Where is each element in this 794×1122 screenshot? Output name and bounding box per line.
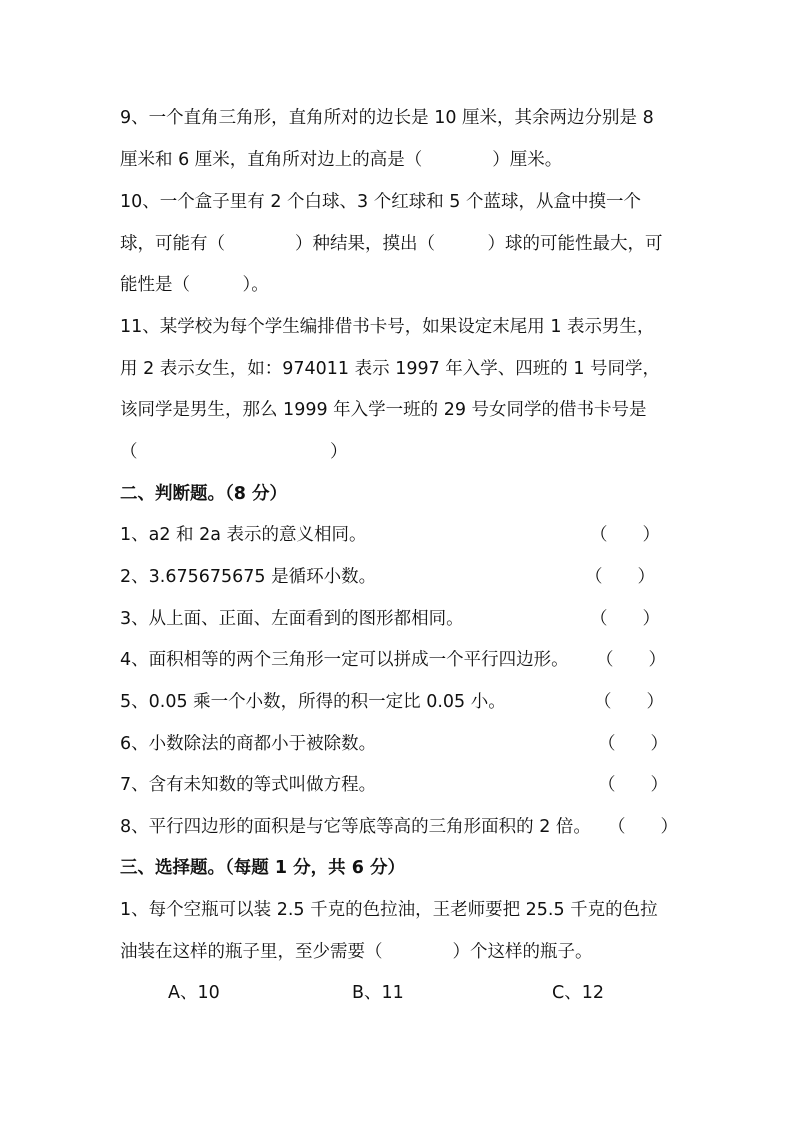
q9-line-1: 9、一个直角三角形，直角所对的边长是 10 厘米，其余两边分别是 8 [120, 108, 654, 128]
q11-line-2: 用 2 表示女生，如：974011 表示 1997 年入学、四班的 1 号同学， [120, 359, 661, 379]
choice-q1-line-1: 1、每个空瓶可以装 2.5 千克的色拉油，王老师要把 25.5 千克的色拉 [120, 900, 658, 920]
choice-section-heading: 三、选择题。（每题 1 分，共 6 分） [120, 858, 405, 878]
judge-item-text: 1、a2 和 2a 表示的意义相同。 [120, 525, 367, 545]
q10-line-1: 10、一个盒子里有 2 个白球、3 个红球和 5 个蓝球，从盒中摸一个 [120, 192, 641, 212]
choice-option-c: C、12 [552, 983, 604, 1003]
judge-item-text: 3、从上面、正面、左面看到的图形都相同。 [120, 609, 464, 629]
q9-line-2: 厘米和 6 厘米，直角所对边上的高是（ ）厘米。 [120, 150, 563, 170]
judge-item-text: 4、面积相等的两个三角形一定可以拼成一个平行四边形。 [120, 650, 569, 670]
judge-answer-blank: （ ） [598, 734, 668, 754]
judge-answer-blank: （ ） [598, 775, 668, 795]
choice-option-a: A、10 [168, 983, 220, 1003]
judge-answer-blank: （ ） [590, 609, 660, 629]
judge-item-text: 6、小数除法的商都小于被除数。 [120, 734, 377, 754]
judge-item-text: 5、0.05 乘一个小数，所得的积一定比 0.05 小。 [120, 692, 506, 712]
judge-answer-blank: （ ） [585, 567, 655, 587]
q10-line-3: 能性是（ ）。 [120, 275, 269, 295]
judge-answer-blank: （ ） [608, 817, 678, 837]
q10-line-2: 球，可能有（ ）种结果，摸出（ ）球的可能性最大，可 [120, 234, 663, 254]
judge-item-text: 7、含有未知数的等式叫做方程。 [120, 775, 377, 795]
judge-answer-blank: （ ） [590, 525, 660, 545]
judge-item-text: 2、3.675675675 是循环小数。 [120, 567, 377, 587]
q11-line-4: （ ） [120, 442, 348, 462]
q11-line-1: 11、某学校为每个学生编排借书卡号，如果设定末尾用 1 表示男生， [120, 317, 655, 337]
choice-option-b: B、11 [352, 983, 404, 1003]
judge-answer-blank: （ ） [596, 650, 666, 670]
q11-line-3: 该同学是男生，那么 1999 年入学一班的 29 号女同学的借书卡号是 [120, 400, 647, 420]
judge-section-heading: 二、判断题。（8 分） [120, 484, 288, 504]
choice-q1-line-2: 油装在这样的瓶子里，至少需要（ ）个这样的瓶子。 [120, 942, 593, 962]
judge-item-text: 8、平行四边形的面积是与它等底等高的三角形面积的 2 倍。 [120, 817, 591, 837]
judge-answer-blank: （ ） [594, 692, 664, 712]
